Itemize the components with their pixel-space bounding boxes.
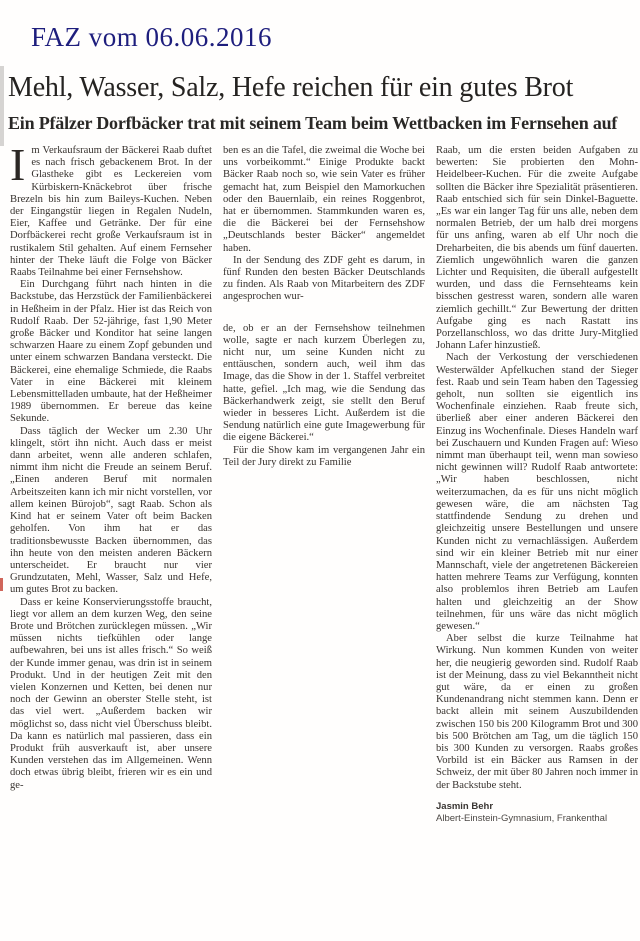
paragraph: de, ob er an der Fernsehshow teilnehmen wolle, sagte er nach kurzem Überlegen zu, nicht nur, um seine Kunden nicht zu enttäuschen, sondern auch, weil ihm das Image, das die Show in der 1. Staffel verbreitet hatte, gefiel. „Ich mag, wie die Sendung das Bäckerhandwerk zeigt, sie stellt den Beruf wieder in besseres Licht. Außerdem ist die Sendung natürlich eine gute Imagewerbung für die eigene Bäckerei.“	[223, 322, 425, 444]
paragraph: ben es an die Tafel, die zweimal die Woche bei uns vorbeikommt.“ Einige Produkte backt Bäcker Raab noch so, wie sein Vater es früher gemacht hat, zum Beispiel den Mamorkuchen oder den Bauernlaib, ein reines Roggenbrot, hat er übernommen. Stammkunden waren es, die die Bäckerei bei der Fernsehshow „Deutschlands bester Bäcker“ angemeldet haben.	[223, 145, 425, 254]
drop-cap: I	[10, 139, 26, 190]
column-1	[10, 139, 212, 792]
paragraph: Aber selbst die kurze Teilnahme hat Wirkung. Nun kommen Kunden von weiter her, die neugierig geworden sind. Rudolf Raab ist der Meinung, dass zu viel Bekanntheit nicht gut wäre, da er einen zu großen Kundenandrang nicht stemmen kann. Denn er backt allein mit seinem Auszubildenden zwischen 150 bis 200 Kilogramm Brot und 300 bis 500 Brötchen am Tag, um die täglich 150 bis 300 Kunden zu versorgen. Raabs großes Vorbild ist ein Bäcker aus Ramsen in der Schweiz, der mit über 80 Jahren noch immer in der Backstube steht.	[436, 633, 638, 791]
byline	[436, 801, 638, 825]
article-headline: Mehl, Wasser, Salz, Hefe reichen für ein gutes Brot	[8, 72, 574, 103]
column-2	[223, 145, 425, 469]
paragraph: Nach der Verkostung der verschiedenen Westerwälder Apfelkuchen stand der Sieger fest. Raab und sein Team haben den Tagessieg geholt, nun sollten sie eigentlich ins Wochenfinale einziehen. Raab freute sich, überließ aber einer anderen Bäckerei den Einzug ins Wochenfinale. Dieses Handeln warf bei Zuschauern und Kunden Fragen auf: Wieso nimmt man überhaupt teil, wenn man sowieso nicht gewinnen will? Rudolf Raab antwortete: „Wir haben beschlossen, nicht weiterzumachen, da es für uns nicht möglich gewesen wäre, die am nächsten Tag stattfindende Sendung zu drehen und gleichzeitig unsere Bestellungen und unsere Kunden nicht zu vernachlässigen. Außerdem sind wir ein kleiner Betrieb mit nur einer Mannschaft, viele der angetretenen Bäckereien hatten mehrere Teams zur Verfügung, konnten also problemlos ihren Betrieb am Laufen halten und gleichzeitig an der Show teilnehmen, für uns wäre das nicht möglich gewesen.“	[436, 352, 638, 632]
scan-red-mark-artifact	[0, 578, 3, 591]
paragraph: Dass täglich der Wecker um 2.30 Uhr klingelt, stört ihn nicht. Auch dass er meist dann arbeitet, wenn alle anderen schlafen, nimmt ihm nicht die Freude an seinem Beruf. „Einen anderen Beruf mit normalen Arbeitszeiten kann ich mir nicht vorstellen, vor allem keinen Bürojob“, sagt Raab. Schon als Kind hat er seinem Vater oft beim Backen geholfen. Von ihm hat er das traditionsbewusste Backen übernommen, das ihn heute von den meisten anderen Bäckern unterscheidet. Er braucht nur vier Grundzutaten, Mehl, Wasser, Salz und Hefe, um gutes Brot zu backen.	[10, 425, 212, 596]
article-body	[10, 139, 638, 825]
paragraph: Ein Durchgang führt nach hinten in die Backstube, das Herzstück der Familienbäckerei in Heßheim in der Pfalz. Hier ist das Reich von Rudolf Raab. Der 52-jährige, fast 1,90 Meter große Bäcker und Konditor hat seine langen schwarzen Haare zu einem Zopf gebunden und unter einem schwarzen Bandana versteckt. Die Bäckerei, eine ehemalige Schmiede, die Raabs Vater in eine Bäckerei mit kleinem Lebensmittelladen umbaute, hat der Heßheimer 1989 übernommen. Er bereue das keine Sekunde.	[10, 279, 212, 425]
byline-affiliation: Albert-Einstein-Gymnasium, Frankenthal	[436, 812, 608, 824]
paragraph	[10, 139, 212, 279]
paragraph: In der Sendung des ZDF geht es darum, in fünf Runden den besten Bäcker Deutschlands zu finden. Als Raab von Mitarbeitern des ZDF angesprochen wur-	[223, 254, 425, 303]
column-gap	[223, 304, 425, 323]
article-subheadline: Ein Pfälzer Dorfbäcker trat mit seinem Team beim Wettbacken im Fernsehen auf	[8, 113, 618, 133]
column-3	[436, 145, 638, 825]
paragraph: Raab, um die ersten beiden Aufgaben zu bewerten: Sie probierten den Mohn-Heidelbeer-Kuchen. Für die zweite Aufgabe sollten die Bäcker ihre Spezialität präsentieren. Raab entschied sich für sein Dinkel-Baguette. „Es war ein langer Tag für uns alle, neben dem normalen Betrieb, der um halb drei morgens für uns anfing, waren ab elf Uhr noch die Dreharbeiten, die bis abends um fünf dauerten. Ziemlich ungewöhnlich waren die ganzen Lichter und Requisiten, die überall aufgestellt wurden, und dass die Fernsehteams kein bisschen gestresst waren, sondern alle waren ziemlich gechillt.“ Zur Bewertung der dritten Aufgabe ging es nach Rastatt ins Porzellanschloss, wo das dritte Jury-Mitglied Johann Lafer hinzustieß.	[436, 145, 638, 352]
scan-edge-artifact	[0, 66, 4, 146]
paragraph: Für die Show kam im vergangenen Jahr ein Teil der Jury direkt zu Familie	[223, 444, 425, 468]
paragraph-text: m Verkaufsraum der Bäckerei Raab duftet es nach frisch gebackenem Brot. In der Glastheke gibt es Leckereien vom Kürbiskern-Knäckebrot über frische Brezeln bis hin zum Baileys-Kuchen. Neben der Eingangstür liegen in Regalen Nudeln, Eier, Kaffee und Getränke. Der für eine Dorfbäckerei recht große Verkaufsraum ist in rustikalem Stil gehalten. Auf einem Fernseher hinter der Theke läuft die Folge von Bäcker Raabs Teilnahme bei einer Fernsehshow.	[10, 145, 212, 279]
paragraph: Dass er keine Konservierungsstoffe braucht, liegt vor allem an dem kurzen Weg, den seine Brote und Brötchen zurücklegen müssen. „Wir müssen nichts tiefkühlen oder lange aufbewahren, bei uns ist alles frisch.“ So weiß der Kunde immer genau, was drin ist in seinem Produkt. Und in der heutigen Zeit mit den vielen Konzernen und Ketten, bei denen nur noch der Gewinn an oberster Stelle steht, ist das viel wert. „Außerdem backen wir möglichst so, dass nicht viel Überschuss bleibt. Da kann es natürlich mal passieren, dass ein Produkt früh ausverkauft ist, aber unsere Kunden verstehen das im Allgemeinen. Wenn doch etwas übrig bleibt, frieren wir es ein und ge-	[10, 596, 212, 791]
source-date-line: FAZ vom 06.06.2016	[31, 22, 273, 52]
byline-author: Jasmin Behr	[436, 800, 494, 812]
